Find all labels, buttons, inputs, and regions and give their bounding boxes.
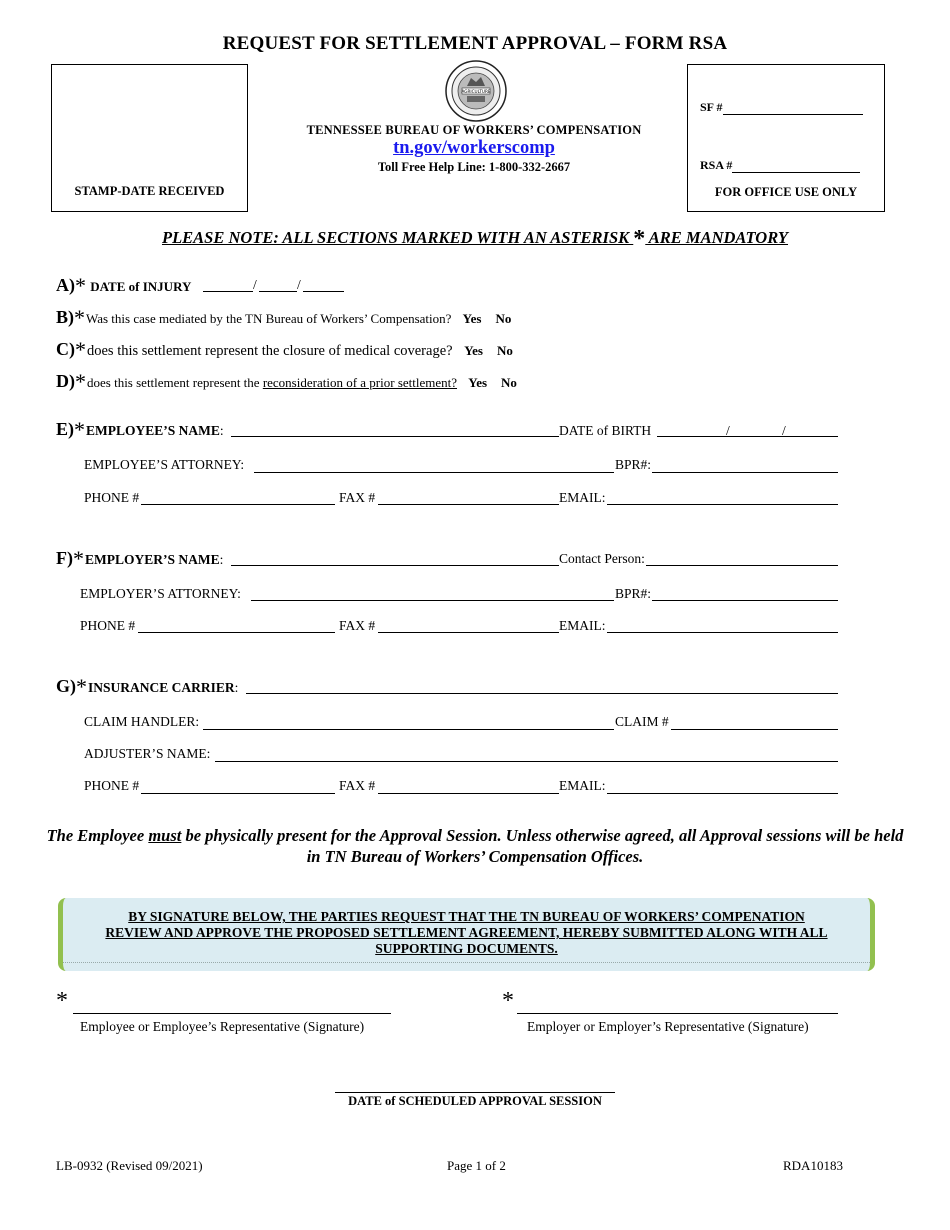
employee-bpr-label: BPR#: <box>615 457 652 472</box>
employer-signature-field[interactable] <box>517 1013 838 1014</box>
employee-fax-label: FAX # <box>339 490 376 505</box>
claim-handler-field[interactable] <box>203 729 614 730</box>
question-b-no[interactable]: No <box>495 311 512 326</box>
employer-name-row <box>56 544 223 570</box>
signature-statement: BY SIGNATURE BELOW, THE PARTIES REQUEST THAT THE TN BUREAU OF WORKERS’ COMPENATION REVIEW AND APPROVE THE PROPOSED SETTLEMENT AGREEMENT, HEREBY SUBMITTED ALONG WITH ALL SUPPORTING DOCUMENTS. <box>105 909 828 956</box>
adjuster-name-label: ADJUSTER’S NAME: <box>84 746 211 761</box>
question-c <box>56 335 513 361</box>
section-letter: F) <box>56 548 73 568</box>
insurance-fax-field[interactable] <box>378 793 559 794</box>
injury-year-field[interactable] <box>303 291 344 292</box>
employer-attorney-label: EMPLOYER’S ATTORNEY: <box>80 586 241 601</box>
claim-number-label: CLAIM # <box>615 714 669 729</box>
question-a <box>56 271 191 297</box>
employee-signature-label: Employee or Employee’s Representative (Signature) <box>80 1019 365 1034</box>
date-separator: / <box>726 423 730 438</box>
employee-name-row <box>56 415 224 441</box>
insurance-carrier-label: INSURANCE CARRIER <box>88 680 235 695</box>
attendance-text-before: The Employee <box>46 826 149 845</box>
insurance-phone-label: PHONE # <box>84 778 140 793</box>
employee-signature-field[interactable] <box>73 1013 391 1014</box>
dob-label: DATE of BIRTH <box>559 423 652 438</box>
question-d <box>56 367 517 393</box>
employer-bpr-field[interactable] <box>652 600 838 601</box>
employee-bpr-field[interactable] <box>652 472 838 473</box>
claim-number-field[interactable] <box>671 729 838 730</box>
stamp-date-box <box>51 64 248 212</box>
attendance-text-after: be physically present for the Approval Session. Unless otherwise agreed, all Approval sessions will be held in TN Bureau of Workers’ Compensation Offices. <box>181 826 904 866</box>
stamp-date-label: STAMP-DATE RECEIVED <box>74 184 225 198</box>
employee-name-field[interactable] <box>231 436 559 437</box>
employee-attorney-label: EMPLOYEE’S ATTORNEY: <box>84 457 245 472</box>
employer-phone-field[interactable] <box>138 632 335 633</box>
agency-website-link[interactable]: tn.gov/workerscomp <box>393 138 555 158</box>
employee-fax-field[interactable] <box>378 504 559 505</box>
form-number: LB-0932 (Revised 09/2021) <box>56 1158 203 1173</box>
contact-person-label: Contact Person: <box>559 551 645 566</box>
question-d-text: does this settlement represent the <box>87 375 263 390</box>
form-code: RDA10183 <box>783 1158 843 1173</box>
employer-fax-field[interactable] <box>378 632 559 633</box>
sf-label: SF # <box>700 100 723 114</box>
employer-name-field[interactable] <box>231 565 559 566</box>
contact-person-field[interactable] <box>646 565 838 566</box>
employer-signature-label: Employer or Employer’s Representative (Signature) <box>527 1019 809 1034</box>
approval-session-date-label: DATE of SCHEDULED APPROVAL SESSION <box>348 1094 602 1108</box>
date-of-injury-label: DATE of INJURY <box>90 279 192 294</box>
employer-attorney-field[interactable] <box>251 600 614 601</box>
question-c-no[interactable]: No <box>496 343 513 358</box>
employer-phone-label: PHONE # <box>80 618 136 633</box>
rsa-field[interactable] <box>700 158 860 173</box>
insurance-email-field[interactable] <box>607 793 838 794</box>
helpline-text: Toll Free Help Line: 1-800-332-2667 <box>377 160 571 174</box>
insurance-fax-label: FAX # <box>339 778 376 793</box>
insurance-email-label: EMAIL: <box>559 778 606 793</box>
page-number: Page 1 of 2 <box>447 1158 506 1173</box>
asterisk: * <box>73 546 84 571</box>
employee-attorney-field[interactable] <box>254 472 614 473</box>
colon: : <box>219 552 224 567</box>
dob-field[interactable] <box>657 436 838 437</box>
employer-name-label: EMPLOYER’S NAME <box>85 552 220 567</box>
employee-name-label: EMPLOYEE’S NAME <box>86 423 220 438</box>
asterisk: * <box>76 674 87 699</box>
colon: : <box>219 423 224 438</box>
question-letter: D) <box>56 371 75 391</box>
asterisk: * <box>74 417 85 442</box>
injury-day-field[interactable] <box>259 291 297 292</box>
rsa-label: RSA # <box>700 158 733 172</box>
attendance-note <box>40 825 910 867</box>
date-separator: / <box>297 277 301 292</box>
form-title: REQUEST FOR SETTLEMENT APPROVAL – FORM RSA <box>222 33 728 54</box>
question-c-yes[interactable]: Yes <box>464 343 483 358</box>
section-letter: E) <box>56 419 74 439</box>
employer-bpr-label: BPR#: <box>615 586 652 601</box>
seal-text: AGRICULTURE <box>461 89 491 94</box>
asterisk: * <box>75 369 86 394</box>
date-separator: / <box>782 423 786 438</box>
question-letter: C) <box>56 339 75 359</box>
employee-phone-label: PHONE # <box>84 490 140 505</box>
question-b <box>56 303 511 329</box>
employee-email-field[interactable] <box>607 504 838 505</box>
employer-fax-label: FAX # <box>339 618 376 633</box>
question-d-yes[interactable]: Yes <box>468 375 488 390</box>
colon: : <box>234 680 239 695</box>
employee-email-label: EMAIL: <box>559 490 606 505</box>
office-use-label: FOR OFFICE USE ONLY <box>714 185 858 199</box>
injury-month-field[interactable] <box>203 291 253 292</box>
state-seal-icon <box>445 60 507 122</box>
mandatory-note <box>0 223 950 250</box>
insurance-phone-field[interactable] <box>141 793 335 794</box>
employer-email-label: EMAIL: <box>559 618 606 633</box>
question-d-no[interactable]: No <box>501 375 517 390</box>
date-separator: / <box>253 277 257 292</box>
asterisk: * <box>502 988 514 1014</box>
adjuster-name-field[interactable] <box>215 761 838 762</box>
question-b-yes[interactable]: Yes <box>462 311 482 326</box>
question-letter: B) <box>56 307 74 327</box>
question-b-text: Was this case mediated by the TN Bureau of Workers’ Compensation? <box>86 311 452 326</box>
asterisk: * <box>74 305 85 330</box>
asterisk: * <box>56 988 68 1014</box>
insurance-carrier-field[interactable] <box>246 693 838 694</box>
employee-phone-field[interactable] <box>141 504 335 505</box>
note-text-before: PLEASE NOTE: ALL SECTIONS MARKED WITH AN ASTERISK <box>161 228 634 247</box>
office-use-box <box>687 64 885 212</box>
sf-field[interactable] <box>700 100 863 115</box>
asterisk: * <box>75 273 86 298</box>
insurance-carrier-row <box>56 672 238 698</box>
claim-handler-label: CLAIM HANDLER: <box>84 714 200 729</box>
question-c-text: does this settlement represent the closure of medical coverage? <box>87 343 453 359</box>
approval-session-date-field[interactable] <box>335 1092 615 1093</box>
note-asterisk: * <box>633 226 646 252</box>
note-text-after: ARE MANDATORY <box>645 228 789 247</box>
section-letter: G) <box>56 676 76 696</box>
question-letter: A) <box>56 275 75 295</box>
attendance-must: must <box>148 826 182 845</box>
employer-email-field[interactable] <box>607 632 838 633</box>
asterisk: * <box>75 337 86 362</box>
question-d-underlined-text: reconsideration of a prior settlement? <box>262 375 458 390</box>
agency-name: TENNESSEE BUREAU OF WORKERS’ COMPENSATION <box>306 123 642 137</box>
signature-statement-box <box>58 898 875 971</box>
